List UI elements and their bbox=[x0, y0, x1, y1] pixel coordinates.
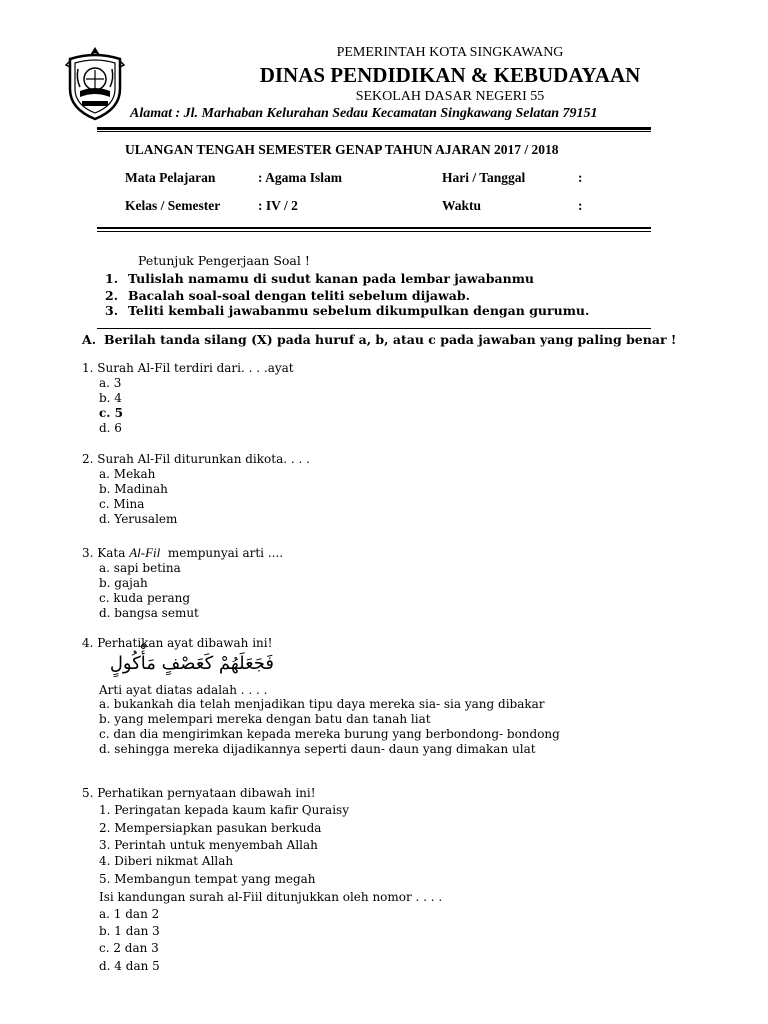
department-name: DINAS PENDIDIKAN & KEBUDAYAAN bbox=[259, 63, 641, 87]
header-rule-thick bbox=[97, 127, 651, 130]
answer-option: c. kuda perang bbox=[99, 591, 191, 605]
subject-label: Mata Pelajaran bbox=[125, 170, 216, 185]
class-label: Kelas / Semester bbox=[125, 198, 221, 213]
statement-item: 5. Membangun tempat yang megah bbox=[99, 872, 316, 886]
day-label: Hari / Tanggal bbox=[442, 170, 526, 185]
exam-title: ULANGAN TENGAH SEMESTER GENAP TAHUN AJARAN 2017 / 2018 bbox=[125, 142, 559, 157]
statement-item: 4. Diberi nikmat Allah bbox=[99, 854, 234, 868]
instruction-text: Bacalah soal-soal dengan teliti sebelum dijawab. bbox=[128, 288, 470, 303]
instruction-number: 1. bbox=[105, 271, 119, 286]
instruction-number: 3. bbox=[105, 303, 119, 318]
instruction-number: 2. bbox=[105, 288, 119, 303]
section-a-instruction: Berilah tanda silang (X) pada huruf a, b, atau c pada jawaban yang paling benar ! bbox=[104, 332, 677, 347]
day-value: : bbox=[578, 170, 583, 185]
section-a-label: A. bbox=[82, 332, 97, 347]
answer-option: d. 6 bbox=[99, 421, 122, 435]
question-3-prefix: 3. Kata bbox=[82, 546, 130, 560]
answer-option: c. Mina bbox=[99, 497, 145, 511]
statement-item: 3. Perintah untuk menyembah Allah bbox=[99, 838, 318, 852]
exam-info-rule-thin bbox=[97, 231, 651, 232]
answer-option: d. sehingga mereka dijadikannya seperti daun- daun yang dimakan ulat bbox=[99, 742, 536, 756]
answer-option: d. bangsa semut bbox=[99, 606, 199, 620]
answer-option: c. 5 bbox=[99, 406, 124, 420]
answer-option: b. yang melempari mereka dengan batu dan tanah liat bbox=[99, 712, 431, 726]
answer-option: c. dan dia mengirimkan kepada mereka burung yang berbondong- bondong bbox=[99, 727, 560, 741]
question-1-text: 1. Surah Al-Fil terdiri dari. . . .ayat bbox=[82, 361, 294, 375]
answer-option: a. bukankah dia telah menjadikan tipu daya mereka sia- sia yang dibakar bbox=[99, 697, 545, 711]
answer-option: d. Yerusalem bbox=[99, 512, 178, 526]
school-name: SEKOLAH DASAR NEGERI 55 bbox=[355, 89, 545, 104]
city-emblem-logo bbox=[62, 45, 128, 121]
instruction-text: Tulislah namamu di sudut kanan pada lembar jawabanmu bbox=[128, 271, 535, 286]
class-value: : IV / 2 bbox=[258, 198, 298, 213]
answer-option: c. 2 dan 3 bbox=[99, 941, 159, 955]
instructions-title: Petunjuk Pengerjaan Soal ! bbox=[138, 253, 310, 268]
answer-option: a. Mekah bbox=[99, 467, 156, 481]
header-rule-thin bbox=[97, 131, 651, 132]
government-name: PEMERINTAH KOTA SINGKAWANG bbox=[336, 45, 564, 60]
arabic-verse: فَجَعَلَهُمْ كَعَصْفٍ مَأْكُولٍ bbox=[109, 653, 274, 674]
question-5-prompt: Isi kandungan surah al-Fiil ditunjukkan oleh nomor . . . . bbox=[99, 890, 443, 904]
question-4-text: 4. Perhatikan ayat dibawah ini! bbox=[82, 636, 273, 650]
time-label: Waktu bbox=[442, 198, 482, 213]
question-3-suffix: mempunyai arti .... bbox=[160, 546, 284, 560]
instructions-rule bbox=[97, 328, 651, 329]
subject-value: : Agama Islam bbox=[258, 170, 342, 185]
answer-option: a. sapi betina bbox=[99, 561, 181, 575]
exam-info-rule-thick bbox=[97, 227, 651, 229]
instruction-text: Teliti kembali jawabanmu sebelum dikumpulkan dengan gurumu. bbox=[128, 303, 590, 318]
school-address: Alamat : Jl. Marhaban Kelurahan Sedau Kecamatan Singkawang Selatan 79151 bbox=[130, 106, 598, 121]
answer-option: d. 4 dan 5 bbox=[99, 959, 160, 973]
question-4-prompt: Arti ayat diatas adalah . . . . bbox=[99, 683, 268, 697]
answer-option: b. 1 dan 3 bbox=[99, 924, 160, 938]
question-3-text bbox=[82, 545, 283, 561]
time-value: : bbox=[578, 198, 583, 213]
answer-option: a. 3 bbox=[99, 376, 122, 390]
answer-option: b. gajah bbox=[99, 576, 148, 590]
answer-option: a. 1 dan 2 bbox=[99, 907, 160, 921]
answer-option: b. 4 bbox=[99, 391, 122, 405]
statement-item: 1. Peringatan kepada kaum kafir Quraisy bbox=[99, 803, 349, 817]
question-5-text: 5. Perhatikan pernyataan dibawah ini! bbox=[82, 786, 316, 800]
answer-option: b. Madinah bbox=[99, 482, 168, 496]
question-3-term: Al-Fil bbox=[129, 545, 161, 560]
statement-item: 2. Mempersiapkan pasukan berkuda bbox=[99, 821, 322, 835]
question-2-text: 2. Surah Al-Fil diturunkan dikota. . . . bbox=[82, 452, 310, 466]
